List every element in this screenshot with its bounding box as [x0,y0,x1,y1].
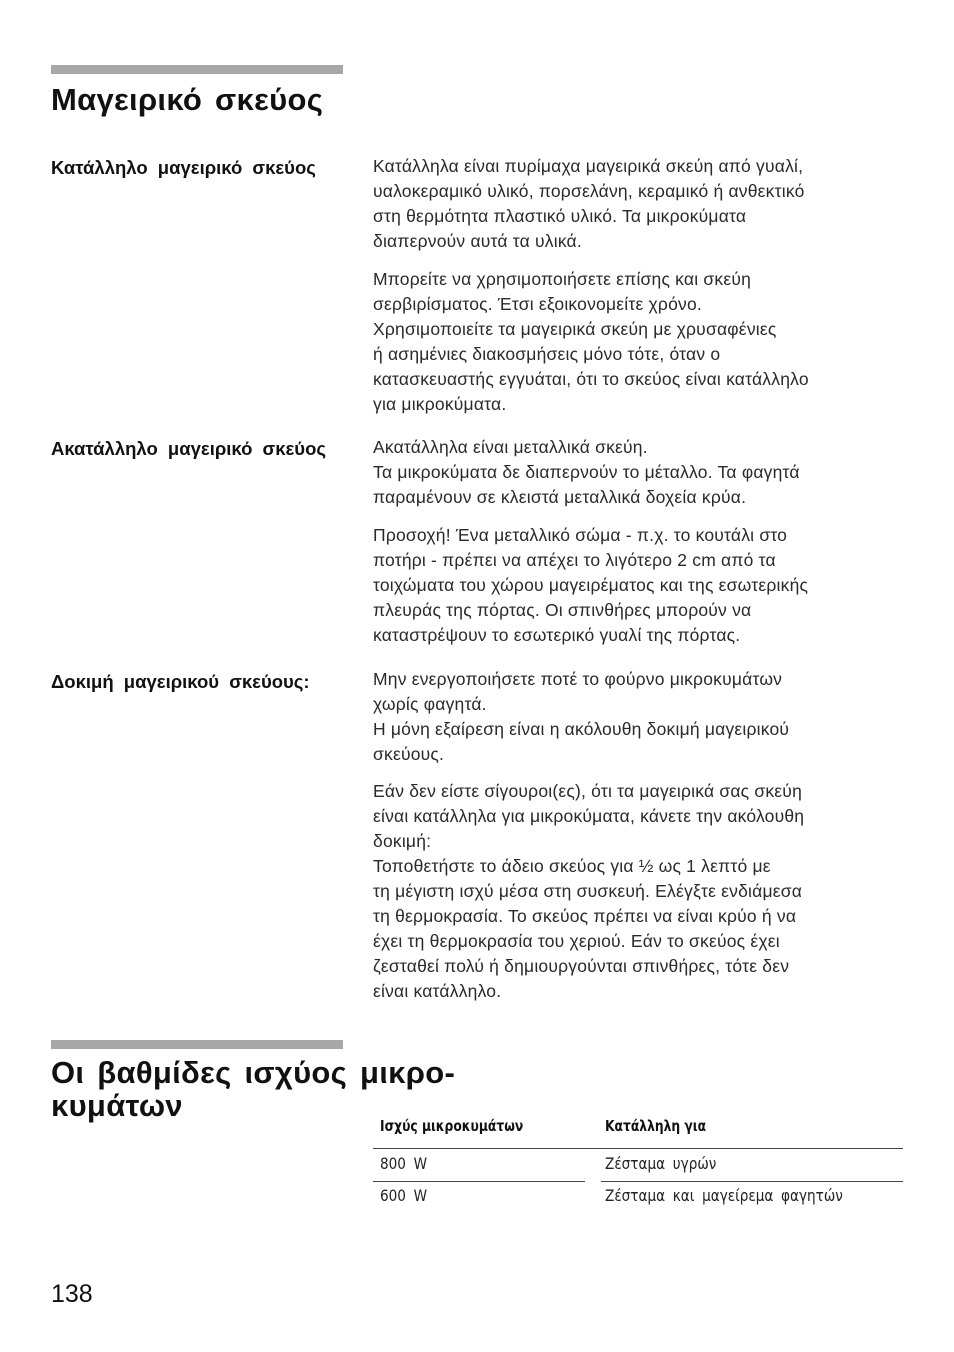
paragraph: Προσοχή! Ένα μεταλλικό σώμα - π.χ. το κουτάλι στο ποτήρι - πρέπει να απέχει το λιγότερο 2 cm από τα τοιχώματα του χώρου μαγειρέματος και της εσωτερικής πλευράς της πόρτας. Οι σπινθήρες μπορούν να καταστρέψουν το εσωτερικό γυαλί της πόρτας. [373,525,809,645]
table-divider [373,1181,585,1182]
section-title: Οι βαθμίδες ισχύος μικρο- κυμάτων [51,1055,456,1123]
section-rule [51,1040,343,1049]
page-number: 138 [51,1280,93,1308]
table-cell: Ζέσταμα υγρών [605,1154,717,1173]
table-header: Ισχύς μικροκυμάτων [380,1117,524,1135]
block-heading: Ακατάλληλο μαγειρικό σκεύος [51,438,326,459]
table-cell: 800 W [380,1154,428,1173]
paragraph: Μην ενεργοποιήσετε ποτέ το φούρνο μικροκυμάτων χωρίς φαγητά. Η μόνη εξαίρεση είναι η ακόλουθη δοκιμή μαγειρικού σκεύους. [373,669,790,764]
table-divider [373,1148,903,1149]
block-heading: Δοκιμή μαγειρικού σκεύους: [51,671,310,692]
paragraph: Εάν δεν είστε σίγουροι(ες), ότι τα μαγειρικά σας σκεύη είναι κατάλληλα για μικροκύματα, κάνετε την ακόλουθη δοκιμή: Τοποθετήστε το άδειο σκεύος για ½ ως 1 λεπτό με τη μέγιστη ισχύ μέσα στη συσκευή. Ελέγξτε ενδιάμεσα τη θερμοκρασία. Το σκεύος πρέπει να είναι κρύο ή να έχει τη θερμοκρασία του χεριού. Εάν το σκεύος έχει ζεσταθεί πολύ ή δημιουργούνται σπινθήρες, τότε δεν είναι κατάλληλο. [373,781,805,1001]
paragraph: Ακατάλληλα είναι μεταλλικά σκεύη. Τα μικροκύματα δε διαπερνούν το μέταλλο. Τα φαγητά παραμένουν σε κλειστά μεταλλικά δοχεία κρύα. [373,437,800,507]
section-title: Μαγειρικό σκεύος [51,82,324,117]
table-cell: Ζέσταμα και μαγείρεμα φαγητών [605,1186,843,1205]
table-divider [601,1181,903,1182]
section-rule [51,65,343,74]
block-heading: Κατάλληλο μαγειρικό σκεύος [51,157,316,178]
paragraph: Μπορείτε να χρησιμοποιήσετε επίσης και σκεύη σερβιρίσματος. Έτσι εξοικονομείτε χρόνο. Χρησιμοποιείτε τα μαγειρικά σκεύη με χρυσαφένιες ή ασημένιες διακοσμήσεις μόνο τότε, όταν ο κατασκευαστής εγγυάται, ότι το σκεύος είναι κατάλληλο για μικροκύματα. [373,269,809,414]
table-cell: 600 W [380,1186,428,1205]
table-header: Κατάλληλη για [605,1117,707,1135]
paragraph: Κατάλληλα είναι πυρίμαχα μαγειρικά σκεύη από γυαλί, υαλοκεραμικό υλικό, πορσελάνη, κεραμικό ή ανθεκτικό στη θερμότητα πλαστικό υλικό. Τα μικροκύματα διαπερνούν αυτά τα υλικά. [373,156,805,251]
